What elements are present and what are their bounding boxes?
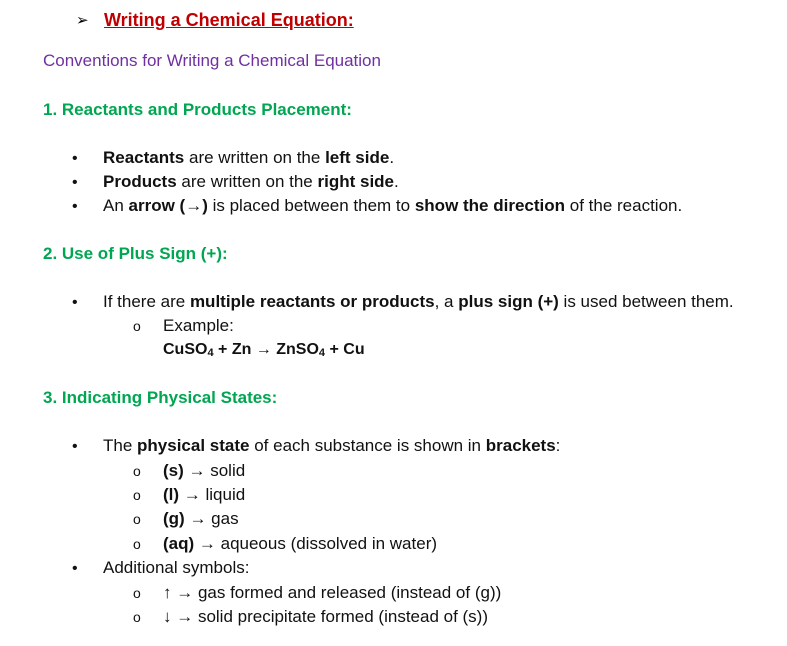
sub-bullet-icon: o [133, 609, 141, 625]
sub-bullet-icon: o [133, 318, 141, 334]
bullet-icon: • [72, 438, 78, 455]
sub-bullet-icon: o [133, 487, 141, 503]
list-item: The physical state of each substance is shown in brackets: [103, 436, 561, 455]
sub-bullet-icon: o [133, 463, 141, 479]
list-item: If there are multiple reactants or products, a plus sign (+) is used between them. [103, 292, 734, 311]
sub-bullet-icon: o [133, 511, 141, 527]
state-item: (aq) → aqueous (dissolved in water) [163, 534, 438, 553]
list-item: An arrow (→) is placed between them to show the direction of the reaction. [103, 196, 683, 215]
additional-symbols-label: Additional symbols: [103, 558, 250, 577]
bullet-icon: • [72, 150, 78, 167]
section-2-heading: 2. Use of Plus Sign (+): [43, 244, 228, 263]
example-label: Example: [163, 316, 234, 335]
bullet-icon: • [72, 294, 78, 311]
list-item: Products are written on the right side. [103, 172, 399, 191]
state-item: (s) → solid [163, 461, 246, 480]
up-arrow-icon: ↑ [163, 583, 172, 602]
example-equation: CuSO$_4$ + Zn → ZnSO$_4$ + Cu [163, 341, 365, 359]
section-1-heading: 1. Reactants and Products Placement: [43, 100, 352, 119]
down-arrow-icon: ↓ [163, 607, 172, 626]
page-title: Writing a Chemical Equation: [104, 10, 354, 30]
state-item: (l) → liquid [163, 485, 246, 504]
symbol-item: ↑ → gas formed and released (instead of (g)) [163, 583, 502, 602]
arrowhead-bullet-icon: ➢ [76, 12, 89, 29]
section-3-heading: 3. Indicating Physical States: [43, 388, 278, 407]
title-row [76, 10, 354, 31]
bullet-icon: • [72, 198, 78, 215]
list-item: Reactants are written on the left side. [103, 148, 395, 167]
symbol-item: ↓ → solid precipitate formed (instead of (s)) [163, 607, 489, 626]
bullet-icon: • [72, 174, 78, 191]
subtitle: Conventions for Writing a Chemical Equation [43, 51, 381, 70]
bullet-icon: • [72, 560, 78, 577]
state-item: (g) → gas [163, 509, 239, 528]
sub-bullet-icon: o [133, 585, 141, 601]
sub-bullet-icon: o [133, 536, 141, 552]
